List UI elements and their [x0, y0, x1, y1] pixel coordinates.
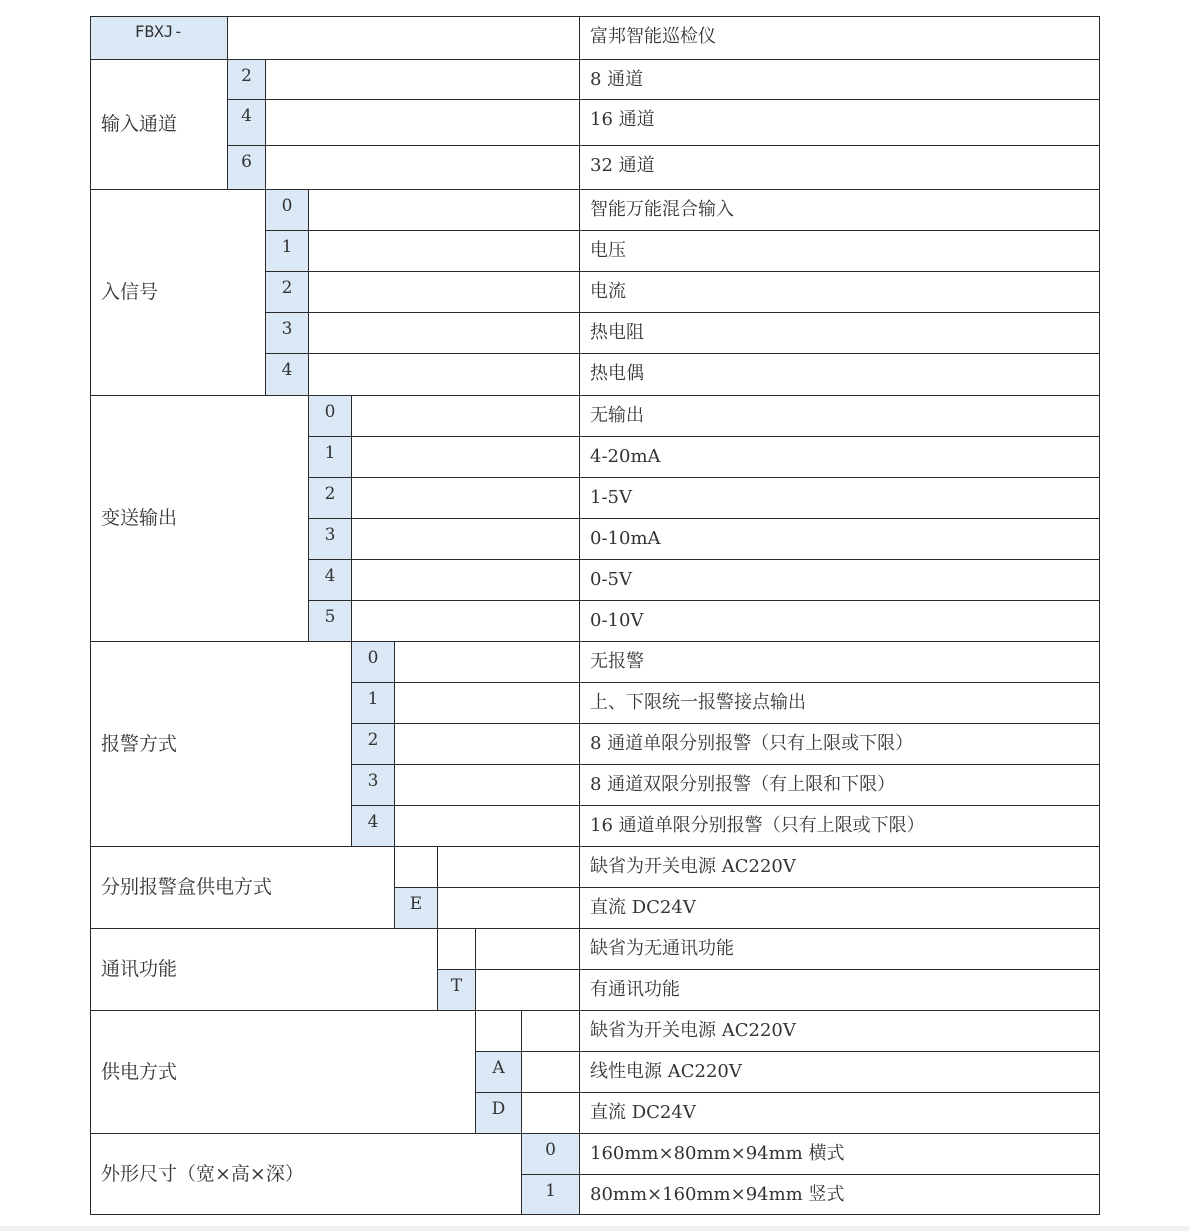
option-code-empty: [437, 928, 475, 969]
option-code-empty: [394, 846, 437, 887]
option-code: 3: [308, 518, 351, 559]
option-description: 电压: [579, 230, 1100, 271]
group-label: 外形尺寸（宽×高×深）: [90, 1133, 521, 1215]
option-description: 32 通道: [579, 145, 1100, 189]
option-spacer: [265, 145, 579, 189]
option-spacer: [308, 353, 579, 395]
option-description: 16 通道单限分别报警（只有上限或下限）: [579, 805, 1100, 846]
option-spacer: [394, 641, 579, 682]
option-spacer: [308, 271, 579, 312]
option-description: 无输出: [579, 395, 1100, 436]
option-description: 0-10V: [579, 600, 1100, 641]
model-code-cell: FBXJ-: [90, 16, 227, 59]
option-description: 4-20mA: [579, 436, 1100, 477]
option-description: 80mm×160mm×94mm 竖式: [579, 1174, 1100, 1215]
option-spacer: [308, 189, 579, 230]
group-label: 报警方式: [90, 641, 351, 846]
group-label: 入信号: [90, 189, 265, 395]
option-code: 0: [521, 1133, 579, 1174]
option-description: 0-10mA: [579, 518, 1100, 559]
option-spacer: [351, 436, 579, 477]
option-code: 4: [265, 353, 308, 395]
option-spacer: [394, 805, 579, 846]
option-spacer: [437, 846, 579, 887]
option-spacer: [351, 600, 579, 641]
option-description: 8 通道双限分别报警（有上限和下限）: [579, 764, 1100, 805]
option-description: 热电偶: [579, 353, 1100, 395]
option-code: 0: [308, 395, 351, 436]
option-code: D: [475, 1092, 521, 1133]
option-description: 上、下限统一报警接点输出: [579, 682, 1100, 723]
option-description: 缺省为无通讯功能: [579, 928, 1100, 969]
option-spacer: [351, 559, 579, 600]
option-description: 8 通道: [579, 59, 1100, 99]
option-spacer: [394, 723, 579, 764]
option-description: 无报警: [579, 641, 1100, 682]
option-code: 2: [308, 477, 351, 518]
option-code: 0: [265, 189, 308, 230]
option-spacer: [521, 1051, 579, 1092]
option-description: 缺省为开关电源 AC220V: [579, 1010, 1100, 1051]
option-code: 1: [265, 230, 308, 271]
option-code: 4: [227, 99, 265, 145]
option-code: 6: [227, 145, 265, 189]
option-spacer: [394, 764, 579, 805]
option-description: 线性电源 AC220V: [579, 1051, 1100, 1092]
option-description: 16 通道: [579, 99, 1100, 145]
option-code: 4: [351, 805, 394, 846]
option-spacer: [351, 518, 579, 559]
option-code: 0: [351, 641, 394, 682]
option-code: 1: [308, 436, 351, 477]
page-bottom-strip: [0, 1226, 1189, 1231]
option-description: 1-5V: [579, 477, 1100, 518]
option-code: A: [475, 1051, 521, 1092]
model-code-blank: [227, 16, 579, 59]
option-spacer: [308, 230, 579, 271]
option-description: 电流: [579, 271, 1100, 312]
group-label: 分别报警盒供电方式: [90, 846, 394, 928]
group-label: 变送输出: [90, 395, 308, 641]
product-name: 富邦智能巡检仪: [579, 16, 1100, 59]
option-code: 3: [351, 764, 394, 805]
option-code: E: [394, 887, 437, 928]
option-code: 3: [265, 312, 308, 353]
option-spacer: [351, 477, 579, 518]
option-code: 1: [351, 682, 394, 723]
option-description: 有通讯功能: [579, 969, 1100, 1010]
option-description: 智能万能混合输入: [579, 189, 1100, 230]
option-code: 1: [521, 1174, 579, 1215]
group-label: 输入通道: [90, 59, 227, 189]
option-description: 8 通道单限分别报警（只有上限或下限）: [579, 723, 1100, 764]
group-label: 通讯功能: [90, 928, 437, 1010]
option-spacer: [475, 969, 579, 1010]
option-code: 2: [351, 723, 394, 764]
option-code: 2: [227, 59, 265, 99]
option-description: 直流 DC24V: [579, 1092, 1100, 1133]
group-label: 供电方式: [90, 1010, 475, 1133]
option-description: 0-5V: [579, 559, 1100, 600]
option-spacer: [394, 682, 579, 723]
option-code-empty: [475, 1010, 521, 1051]
option-code: 2: [265, 271, 308, 312]
option-spacer: [265, 99, 579, 145]
option-code: 4: [308, 559, 351, 600]
option-code: T: [437, 969, 475, 1010]
option-description: 直流 DC24V: [579, 887, 1100, 928]
option-code: 5: [308, 600, 351, 641]
option-spacer: [351, 395, 579, 436]
option-spacer: [437, 887, 579, 928]
option-spacer: [308, 312, 579, 353]
option-description: 160mm×80mm×94mm 横式: [579, 1133, 1100, 1174]
option-description: 缺省为开关电源 AC220V: [579, 846, 1100, 887]
option-spacer: [521, 1092, 579, 1133]
option-description: 热电阻: [579, 312, 1100, 353]
option-spacer: [475, 928, 579, 969]
option-spacer: [521, 1010, 579, 1051]
option-spacer: [265, 59, 579, 99]
